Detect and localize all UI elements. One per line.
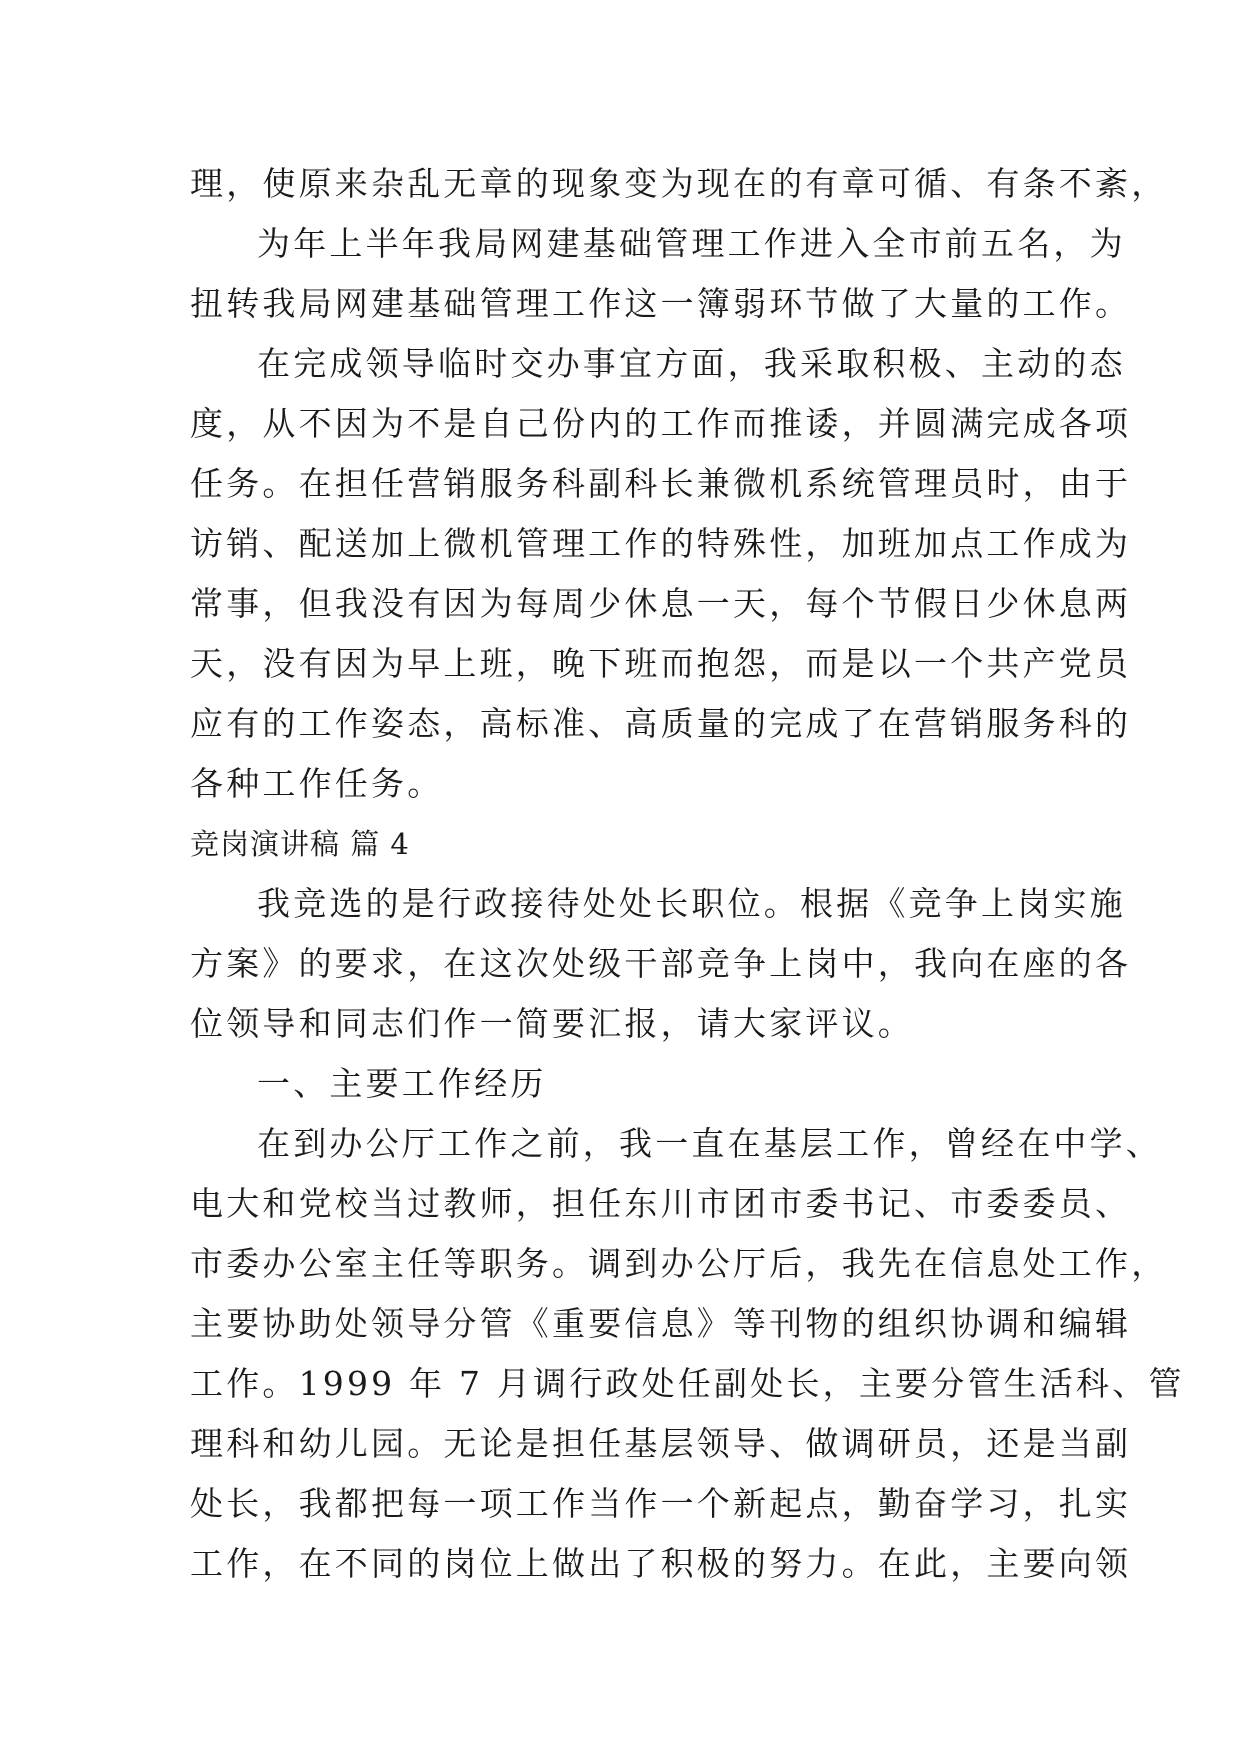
paragraph-line: 在完成领导临时交办事宜方面，我采取积极、主动的态	[257, 344, 1126, 383]
paragraph-line: 应有的工作姿态，高标准、高质量的完成了在营销服务科的	[190, 704, 1132, 743]
paragraph-line: 各种工作任务。	[190, 764, 444, 803]
paragraph-line: 工作。1999 年 7 月调行政处任副处长，主要分管生活科、管	[190, 1364, 1185, 1403]
paragraph-line: 我竞选的是行政接待处处长职位。根据《竞争上岗实施	[257, 884, 1126, 923]
paragraph-line: 处长，我都把每一项工作当作一个新起点，勤奋学习，扎实	[190, 1484, 1132, 1523]
subsection-heading: 一、主要工作经历	[257, 1064, 547, 1103]
paragraph-line: 扭转我局网建基础管理工作这一簿弱环节做了大量的工作。	[190, 284, 1132, 323]
paragraph-line: 天，没有因为早上班，晚下班而抱怨，而是以一个共产党员	[190, 644, 1132, 683]
paragraph-line: 电大和党校当过教师，担任东川市团市委书记、市委委员、	[190, 1184, 1132, 1223]
paragraph-line: 市委办公室主任等职务。调到办公厅后，我先在信息处工作，	[190, 1244, 1168, 1283]
paragraph-line: 常事，但我没有因为每周少休息一天，每个节假日少休息两	[190, 584, 1132, 623]
paragraph-line: 度，从不因为不是自己份内的工作而推诿，并圆满完成各项	[190, 404, 1132, 443]
paragraph-line: 位领导和同志们作一简要汇报，请大家评议。	[190, 1004, 914, 1043]
paragraph-line: 访销、配送加上微机管理工作的特殊性，加班加点工作成为	[190, 524, 1132, 563]
paragraph-line: 任务。在担任营销服务科副科长兼微机系统管理员时，由于	[190, 464, 1132, 503]
paragraph-line: 理科和幼儿园。无论是担任基层领导、做调研员，还是当副	[190, 1424, 1132, 1463]
paragraph-line: 工作，在不同的岗位上做出了积极的努力。在此，主要向领	[190, 1544, 1132, 1583]
paragraph-line: 在到办公厅工作之前，我一直在基层工作，曾经在中学、	[257, 1124, 1162, 1163]
paragraph-line: 主要协助处领导分管《重要信息》等刊物的组织协调和编辑	[190, 1304, 1132, 1343]
paragraph-line: 方案》的要求，在这次处级干部竞争上岗中，我向在座的各	[190, 944, 1132, 983]
document-body	[190, 154, 1185, 1594]
paragraph-line: 为年上半年我局网建基础管理工作进入全市前五名，为	[257, 224, 1126, 263]
paragraph-line: 理，使原来杂乱无章的现象变为现在的有章可循、有条不紊，	[190, 164, 1168, 203]
section-heading: 竞岗演讲稿 篇 4	[190, 827, 410, 861]
